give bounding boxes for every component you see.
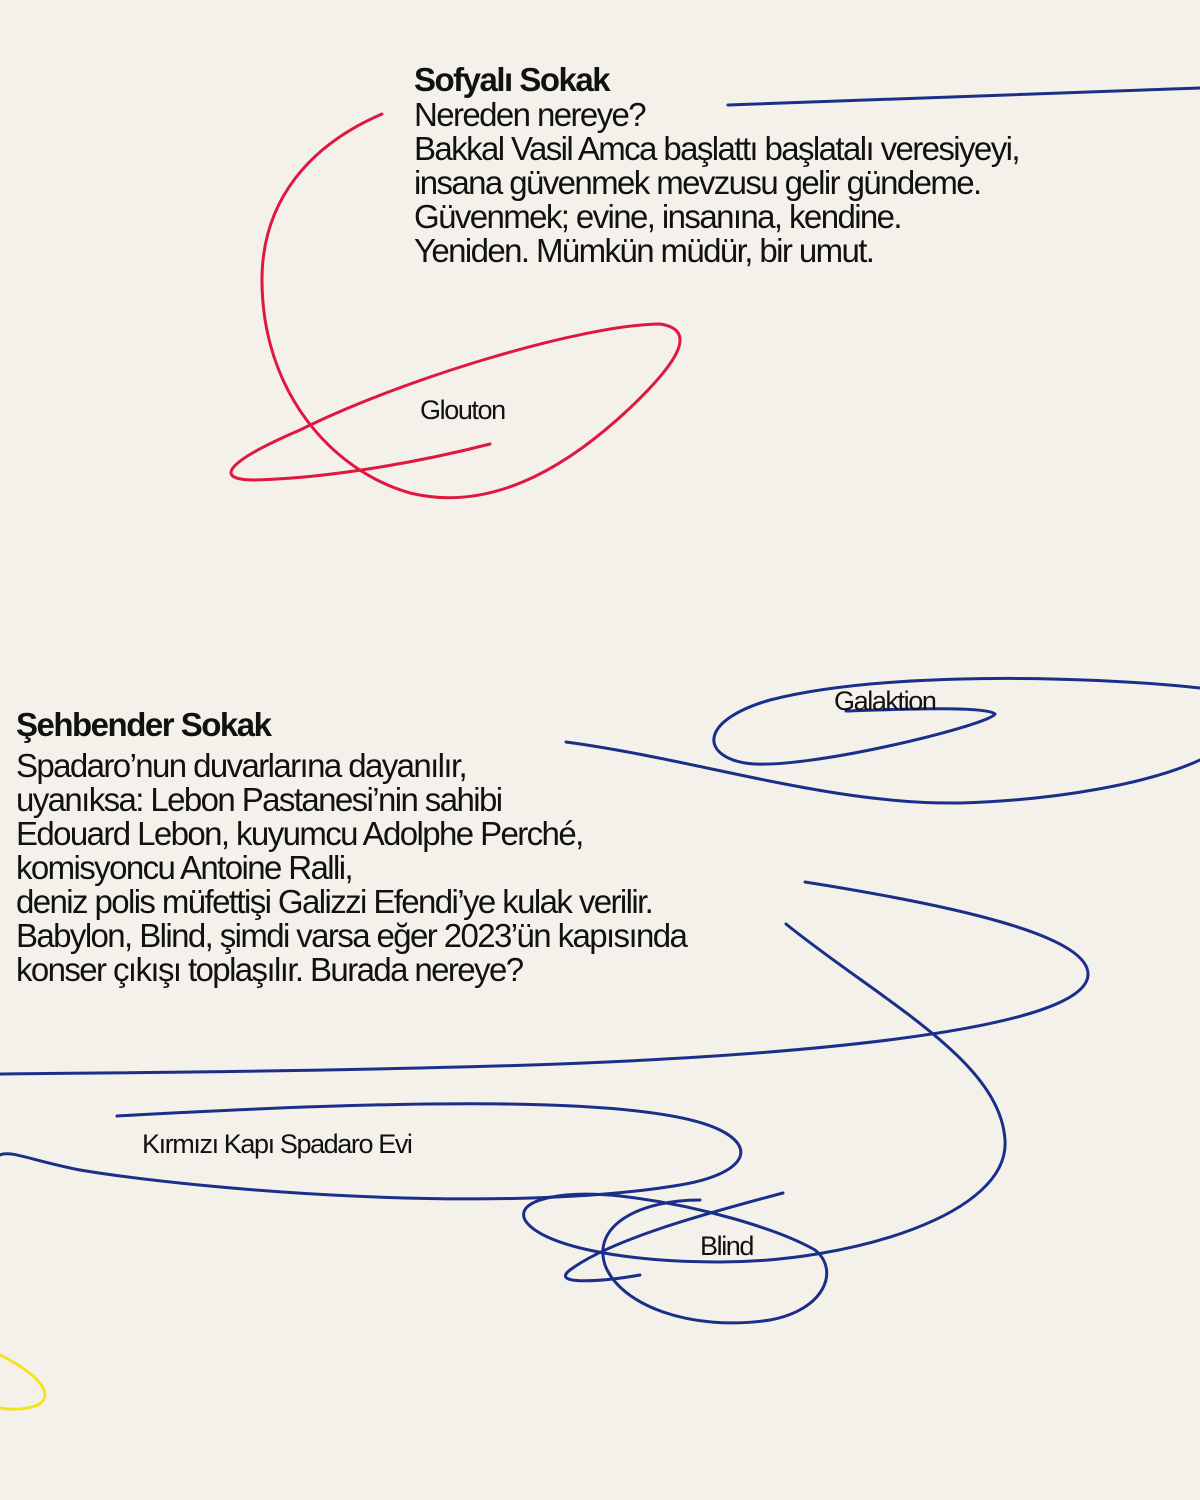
- text-line: konser çıkışı toplaşılır. Burada nereye?: [16, 951, 523, 988]
- text-line: Spadaro’nun duvarlarına dayanılır,: [16, 747, 467, 784]
- text-line: Babylon, Blind, şimdi varsa eğer 2023’ün kapısında: [16, 917, 687, 954]
- sofyali-section: [414, 62, 1019, 268]
- text-line: Nereden nereye?: [414, 96, 646, 133]
- text-line: Güvenmek; evine, insanına, kendine.: [414, 198, 902, 235]
- text-line: deniz polis müfettişi Galizzi Efendi’ye kulak verilir.: [16, 883, 653, 920]
- place-label-blind: Blind: [700, 1231, 754, 1261]
- text-line: Yeniden. Mümkün müdür, bir umut.: [414, 232, 874, 269]
- section-title: Sofyalı Sokak: [414, 61, 610, 98]
- sehbender-section: [16, 707, 686, 987]
- place-label-kirmizi-kapi: Kırmızı Kapı Spadaro Evi: [142, 1129, 412, 1159]
- text-line: Bakkal Vasil Amca başlattı başlatalı veresiyeyi,: [414, 130, 1019, 167]
- blue-galaktion-loop: [714, 678, 1200, 764]
- place-label-galaktion: Galaktion: [834, 686, 936, 716]
- text-line: insana güvenmek mevzusu gelir gündeme.: [414, 164, 981, 201]
- section-title: Şehbender Sokak: [16, 706, 271, 743]
- text-line: komisyoncu Antoine Ralli,: [16, 849, 353, 886]
- text-line: Edouard Lebon, kuyumcu Adolphe Perché,: [16, 815, 583, 852]
- text-line: uyanıksa: Lebon Pastanesi’nin sahibi: [16, 781, 502, 818]
- yellow-scribble-line: [0, 1355, 45, 1409]
- place-label-glouton: Glouton: [420, 395, 505, 425]
